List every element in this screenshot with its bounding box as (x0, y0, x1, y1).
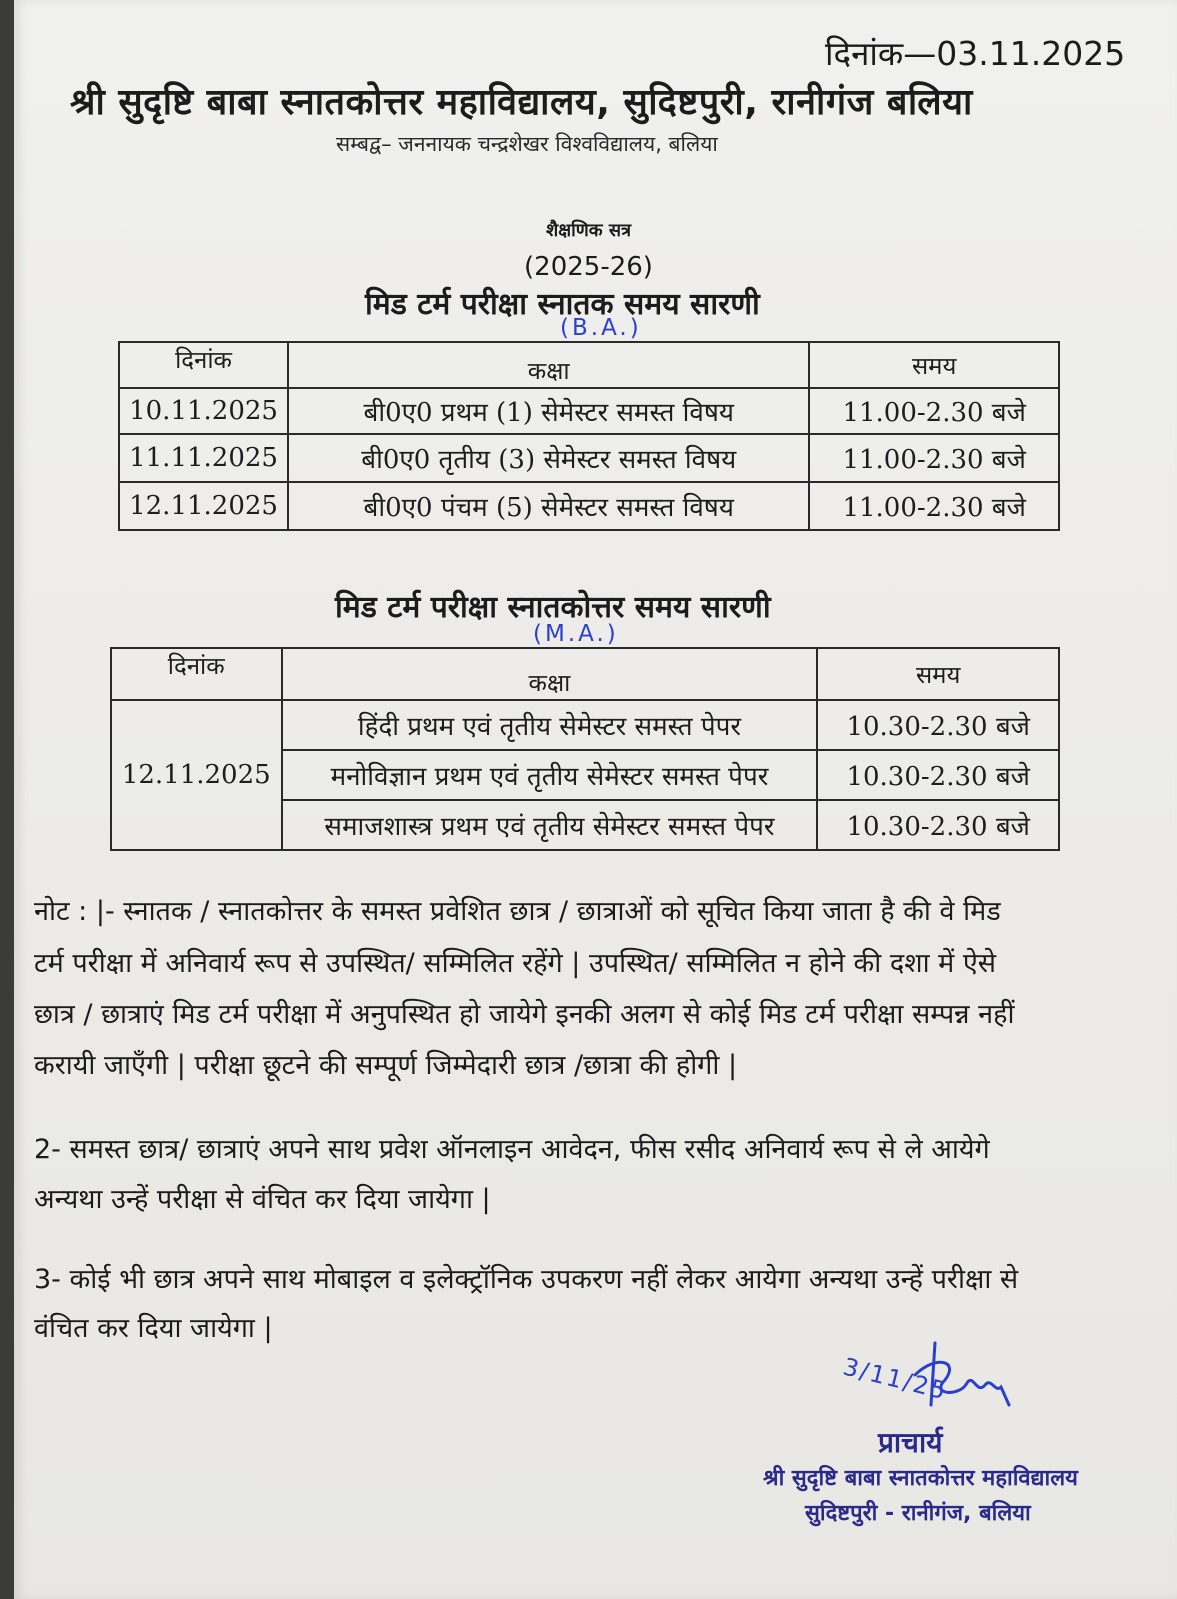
note-1-line-2: टर्म परीक्षा में अनिवार्य रूप से उपस्थित/ सम्मिलित रहेंगे | उपस्थित/ सम्मिलित न होने की दशा में ऐसे (34, 948, 997, 979)
row-time: 10.30-2.30 बजे (817, 700, 1059, 750)
principal-signature (905, 1335, 1015, 1425)
affiliation: सम्बद्व– जननायक चन्द्रशेखर विश्वविद्यालय, बलिया (336, 132, 718, 156)
ug-table-title: मिड टर्म परीक्षा स्नातक समय सारणी (365, 287, 760, 322)
row-time: 11.00-2.30 बजे (809, 434, 1059, 482)
table-row (111, 700, 1059, 750)
header-class: कक्षा (288, 342, 809, 388)
header-date: दिनांक (111, 648, 282, 700)
note-3-line-2: वंचित कर दिया जायेगा | (34, 1313, 273, 1344)
header-class: कक्षा (282, 648, 818, 700)
pg-timetable (110, 647, 1060, 851)
stamp-line-2: सुदिष्टपुरी - रानीगंज, बलिया (805, 1501, 1031, 1526)
table-header-row (111, 648, 1059, 700)
row-class: मनोविज्ञान प्रथम एवं तृतीय सेमेस्टर समस्त पेपर (282, 750, 818, 800)
row-class: समाजशास्त्र प्रथम एवं तृतीय सेमेस्टर समस्त पेपर (282, 800, 818, 850)
note-1-line-4: करायी जाएँगी | परीक्षा छूटने की सम्पूर्ण जिम्मेदारी छात्र /छात्रा की होगी | (34, 1050, 738, 1081)
note-2-line-1: 2- समस्त छात्र/ छात्राएं अपने साथ प्रवेश ऑनलाइन आवेदन, फीस रसीद अनिवार्य रूप से ले आयेगे (34, 1134, 990, 1165)
row-date: 11.11.2025 (119, 434, 288, 482)
signature-date: 3/11/25 (840, 1352, 951, 1406)
table-row (119, 434, 1059, 482)
row-date: 10.11.2025 (119, 388, 288, 434)
header-time: समय (817, 648, 1059, 700)
row-class: बी0ए0 पंचम (5) सेमेस्टर समस्त विषय (288, 482, 809, 530)
session-label: शैक्षणिक सत्र (545, 220, 632, 241)
row-time: 10.30-2.30 बजे (817, 800, 1059, 850)
principal-designation: प्राचार्य (878, 1426, 943, 1459)
note-1-line-1: नोट : |- स्नातक / स्नातकोत्तर के समस्त प्रवेशित छात्र / छात्राओं को सूचित किया जाता है की वे मिड (34, 896, 1001, 927)
notice-date: दिनांक—03.11.2025 (825, 34, 1126, 73)
row-time: 11.00-2.30 बजे (809, 482, 1059, 530)
header-time: समय (809, 342, 1059, 388)
note-2-line-2: अन्यथा उन्हें परीक्षा से वंचित कर दिया जायेगा | (34, 1184, 491, 1215)
pg-exam-date: 12.11.2025 (111, 700, 282, 850)
table-row (119, 482, 1059, 530)
row-time: 11.00-2.30 बजे (809, 388, 1059, 434)
ug-timetable (118, 341, 1060, 531)
row-class: बी0ए0 तृतीय (3) सेमेस्टर समस्त विषय (288, 434, 809, 482)
row-class: हिंदी प्रथम एवं तृतीय सेमेस्टर समस्त पेपर (282, 700, 818, 750)
table-row (119, 388, 1059, 434)
stamp-line-1: श्री सुदृष्टि बाबा स्नातकोत्तर महाविद्यालय (763, 1466, 1078, 1491)
row-time: 10.30-2.30 बजे (817, 750, 1059, 800)
college-name: श्री सुदृष्टि बाबा स्नातकोत्तर महाविद्यालय, सुदिष्टपुरी, रानीगंज बलिया (70, 82, 973, 123)
row-date: 12.11.2025 (119, 482, 288, 530)
note-3-line-1: 3- कोई भी छात्र अपने साथ मोबाइल व इलेक्ट्रॉनिक उपकरण नहीं लेकर आयेगा अन्यथा उन्हें परीक्षा से (34, 1264, 1019, 1295)
header-date: दिनांक (119, 342, 288, 388)
pg-table-title: मिड टर्म परीक्षा स्नातकोत्तर समय सारणी (335, 590, 771, 625)
session-year: (2025-26) (524, 252, 653, 282)
row-class: बी0ए0 प्रथम (1) सेमेस्टर समस्त विषय (288, 388, 809, 434)
note-1-line-3: छात्र / छात्राएं मिड टर्म परीक्षा में अनुपस्थित हो जायेगे इनकी अलग से कोई मिड टर्म परीक्षा सम्पन्न नहीं (34, 999, 1015, 1030)
table-header-row (119, 342, 1059, 388)
ba-handwritten-tag: (B.A.) (560, 315, 642, 341)
ma-handwritten-tag: (M.A.) (533, 621, 619, 647)
